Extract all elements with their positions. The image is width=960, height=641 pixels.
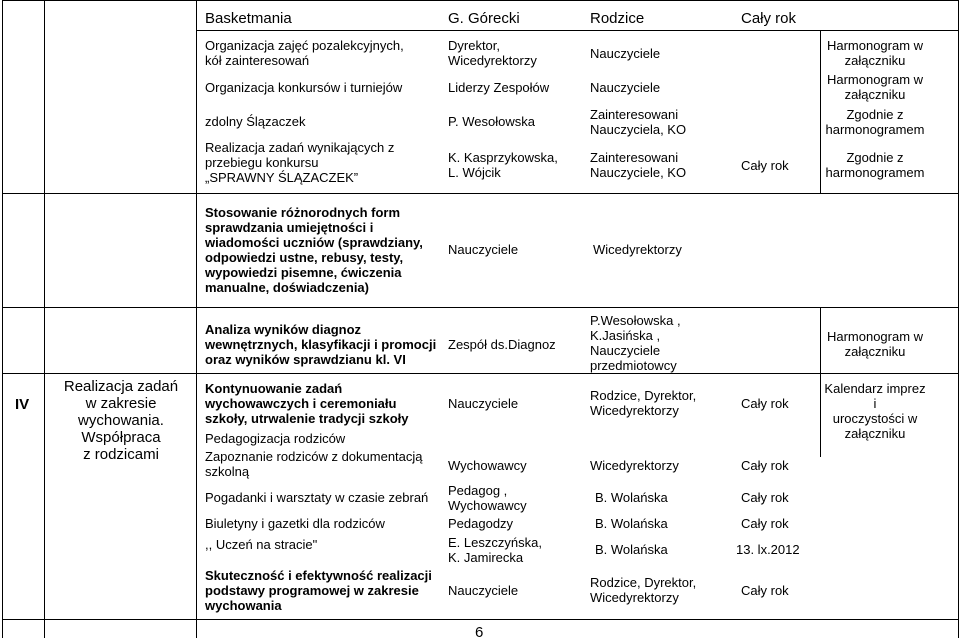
table-cell-with: Zainteresowani Nauczyciela, KO <box>590 107 687 137</box>
table-cell-result: Harmonogram w załączniku <box>826 329 924 359</box>
table-cell-when: Cały rok <box>741 396 789 411</box>
table-cell-task: Biuletyny i gazetki dla rodziców <box>205 516 385 531</box>
table-cell-task: Skuteczność i efektywność realizacji podstawy programowej w zakresie wychowania <box>205 568 432 613</box>
table-cell-who: Nauczyciele <box>448 242 519 257</box>
table-cell-task: zdolny Ślązaczek <box>205 114 306 129</box>
table-cell-when: Cały rok <box>741 490 789 505</box>
header-cell-1: Basketmania <box>205 10 292 27</box>
table-cell-task: Zapoznanie rodziców z dokumentacją szkolną <box>205 449 423 479</box>
table-cell-task: Pedagogizacja rodziców <box>205 431 346 446</box>
table-cell-who: Liderzy Zespołów <box>448 80 550 95</box>
table-cell-who: Pedagog , Wychowawcy <box>448 483 527 513</box>
table-cell-when: Cały rok <box>741 583 789 598</box>
table-cell-task: Organizacja konkursów i turniejów <box>205 80 403 95</box>
table-cell-with: Rodzice, Dyrektor, Wicedyrektorzy <box>590 388 697 418</box>
table-border-section <box>196 0 197 638</box>
table-cell-who: E. Leszczyńska, K. Jamirecka <box>448 535 542 565</box>
table-cell-with: Nauczyciele <box>590 80 661 95</box>
table-border-right <box>958 0 959 638</box>
table-border-left-inner <box>44 0 45 638</box>
header-cell-4: Cały rok <box>741 10 797 27</box>
header-cell-3: Rodzice <box>590 10 645 27</box>
table-cell-who: Wychowawcy <box>448 458 527 473</box>
table-cell-task: Stosowanie różnorodnych form sprawdzania umiejętności i wiadomości uczniów (sprawdziany, odpowiedzi ustne, rebusy, testy, wypowiedzi pisemne, ćwiczenia manualne, doświadczenia) <box>205 205 423 295</box>
table-border-col5 <box>820 30 821 193</box>
table-cell-with: P.Wesołowska , K.Jasińska , Nauczyciele przedmiotowcy <box>590 313 681 373</box>
table-cell-who: K. Kasprzykowska, L. Wójcik <box>448 150 558 180</box>
table-cell-with: Zainteresowani Nauczyciele, KO <box>590 150 687 180</box>
table-cell-task: Pogadanki i warsztaty w czasie zebrań <box>205 490 429 505</box>
table-cell-result: Harmonogram w załączniku <box>826 38 924 68</box>
table-cell-task: Kontynuowanie zadań wychowawczych i ceremoniału szkoły, utrwalenie tradycji szkoły <box>205 381 409 426</box>
table-cell-task: Realizacja zadań wynikających z przebiegu konkursu „SPRAWNY ŚLĄZACZEK” <box>205 140 395 185</box>
table-cell-with: Wicedyrektorzy <box>593 242 682 257</box>
table-cell-task: Organizacja zajęć pozalekcyjnych, kół zainteresowań <box>205 38 404 68</box>
row-divider-block1 <box>2 193 959 194</box>
table-cell-result: Kalendarz imprez i uroczystości w załączniku <box>824 381 926 441</box>
section-title: Realizacja zadań w zakresie wychowania. Współpraca z rodzicami <box>63 378 179 463</box>
table-cell-result: Harmonogram w załączniku <box>826 72 924 102</box>
table-cell-with: Rodzice, Dyrektor, Wicedyrektorzy <box>590 575 697 605</box>
table-cell-task: Analiza wyników diagnoz wewnętrznych, klasyfikacji i promocji oraz wyników sprawdzianu kl. VI <box>205 322 437 367</box>
table-cell-result: Zgodnie z harmonogramem <box>825 150 925 180</box>
table-border-bottom <box>2 619 959 620</box>
row-divider-block2 <box>2 307 959 308</box>
section-number: IV <box>15 396 30 413</box>
table-cell-with: Nauczyciele <box>590 46 661 61</box>
table-cell-result: Zgodnie z harmonogramem <box>825 107 925 137</box>
table-cell-who: P. Wesołowska <box>448 114 535 129</box>
table-border-col5b <box>820 307 821 457</box>
table-cell-who: Dyrektor, Wicedyrektorzy <box>448 38 537 68</box>
table-cell-who: Nauczyciele <box>448 583 519 598</box>
table-cell-when: Cały rok <box>741 158 789 173</box>
table-cell-with: B. Wolańska <box>595 490 668 505</box>
table-cell-who: Pedagodzy <box>448 516 514 531</box>
row-divider-section <box>2 373 959 374</box>
table-cell-with: Wicedyrektorzy <box>590 458 679 473</box>
row-divider-header <box>196 30 959 31</box>
table-cell-when: Cały rok <box>741 516 789 531</box>
header-cell-2: G. Górecki <box>448 10 520 27</box>
table-cell-with: B. Wolańska <box>595 516 668 531</box>
table-cell-when: 13. lx.2012 <box>736 542 800 557</box>
table-border-top <box>2 0 959 1</box>
table-cell-with: B. Wolańska <box>595 542 668 557</box>
table-cell-task: ,, Uczeń na stracie" <box>205 537 318 552</box>
table-cell-who: Nauczyciele <box>448 396 519 411</box>
table-cell-who: Zespół ds.Diagnoz <box>448 337 556 352</box>
table-border-left <box>2 0 3 638</box>
page-number: 6 <box>475 624 484 641</box>
table-cell-when: Cały rok <box>741 458 789 473</box>
